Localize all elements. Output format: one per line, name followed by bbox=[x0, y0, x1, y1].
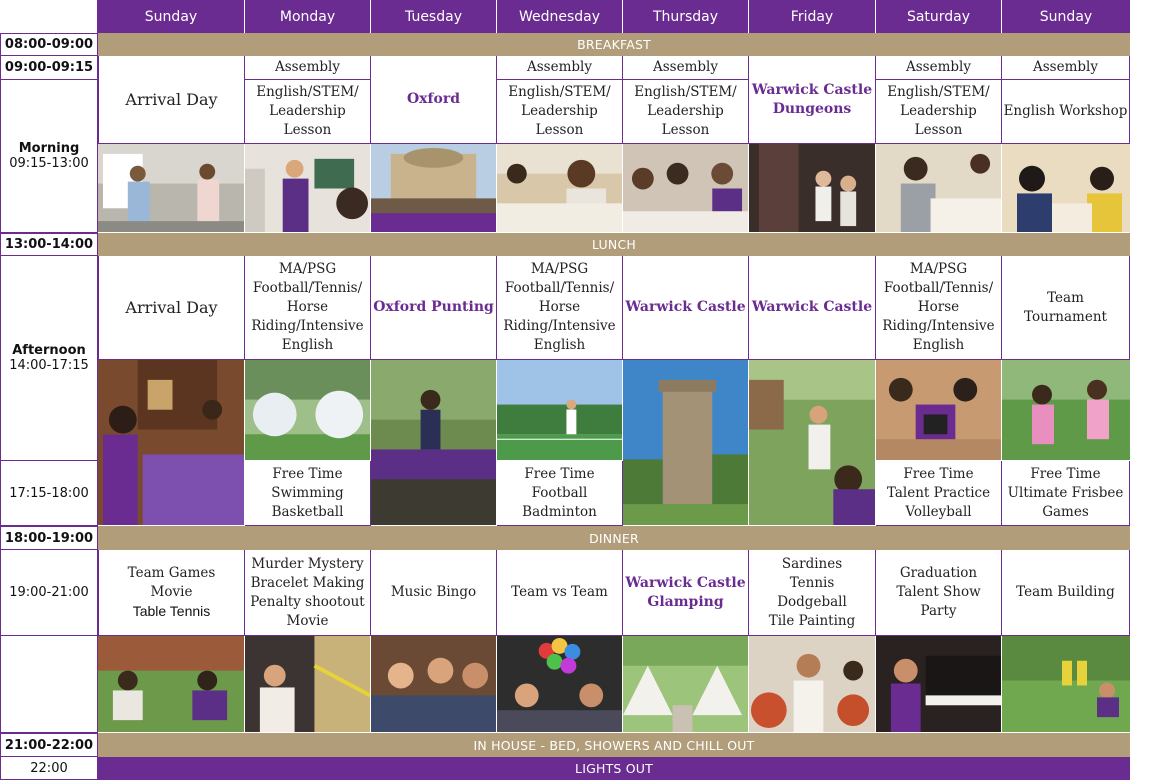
assembly-thursday: Assembly bbox=[623, 56, 749, 80]
afternoon-saturday-line-5: English bbox=[912, 337, 965, 353]
afternoon-friday-text: Warwick Castle bbox=[751, 299, 873, 315]
afternoon-monday-line-5: English bbox=[281, 337, 334, 353]
evening-thursday bbox=[623, 550, 749, 636]
time-breakfast: 08:00-09:00 bbox=[0, 33, 98, 56]
afternoon-monday-line-3: Horse bbox=[286, 299, 329, 315]
afternoon-wednesday-line-3: Horse bbox=[538, 299, 581, 315]
afternoon-wednesday bbox=[497, 256, 623, 360]
morning-wednesday bbox=[497, 80, 623, 144]
photo-evening-friday bbox=[749, 636, 876, 733]
photo-evening-wednesday bbox=[497, 636, 623, 733]
time-morning bbox=[0, 80, 98, 233]
assembly-monday: Assembly bbox=[245, 56, 371, 80]
late-sunday-2 bbox=[1002, 461, 1130, 526]
morning-label: Morning bbox=[18, 141, 80, 156]
time-lights-out: 22:00 bbox=[0, 757, 98, 780]
assembly-sunday-2: Assembly bbox=[1002, 56, 1130, 80]
afternoon-wednesday-line-2: Football/Tennis/ bbox=[504, 280, 615, 296]
morning-saturday-line-1: English/STEM/ bbox=[887, 84, 990, 100]
evening-friday-line-3: Dodgeball bbox=[777, 593, 847, 610]
photo-morning-friday bbox=[749, 144, 876, 233]
late-saturday bbox=[876, 461, 1002, 526]
day-header-friday: Friday bbox=[749, 0, 876, 33]
evening-friday-line-4: Tile Painting bbox=[768, 612, 856, 629]
photo-morning-wednesday bbox=[497, 144, 623, 233]
morning-sunday bbox=[98, 56, 245, 144]
assembly-wednesday: Assembly bbox=[497, 56, 623, 80]
late-wednesday bbox=[497, 461, 623, 526]
time-evening-photo-row bbox=[0, 636, 98, 733]
evening-monday-line-1: Murder Mystery bbox=[251, 555, 364, 572]
afternoon-thursday bbox=[623, 256, 749, 360]
late-monday-line-2: Swimming bbox=[271, 484, 344, 501]
evening-friday-line-1: Sardines bbox=[781, 555, 843, 572]
morning-sunday-2 bbox=[1002, 80, 1130, 144]
photo-afternoon-friday bbox=[749, 360, 876, 526]
time-in-house: 21:00-22:00 bbox=[0, 733, 98, 757]
afternoon-sunday-2 bbox=[1002, 256, 1130, 360]
afternoon-monday bbox=[245, 256, 371, 360]
afternoon-wednesday-line-5: English bbox=[533, 337, 586, 353]
morning-thursday-line-2: Leadership Lesson bbox=[647, 103, 724, 138]
afternoon-saturday-line-2: Football/Tennis/ bbox=[883, 280, 994, 296]
morning-monday-line-2: Leadership Lesson bbox=[269, 103, 346, 138]
afternoon-sunday-2-line-1: Team bbox=[1047, 289, 1084, 306]
day-header-sunday-2: Sunday bbox=[1002, 0, 1130, 33]
morning-time: 09:15-13:00 bbox=[9, 156, 89, 171]
afternoon-saturday bbox=[876, 256, 1002, 360]
photo-morning-sunday bbox=[98, 144, 245, 233]
evening-thursday-line-1: Warwick Castle bbox=[625, 574, 746, 591]
photo-afternoon-thursday bbox=[623, 360, 749, 526]
afternoon-monday-line-4: Riding/Intensive bbox=[251, 318, 364, 334]
evening-monday bbox=[245, 550, 371, 636]
morning-monday bbox=[245, 80, 371, 144]
afternoon-wednesday-line-1: MA/PSG bbox=[530, 261, 589, 277]
evening-sunday-line-2: Movie bbox=[150, 584, 193, 600]
morning-tuesday-text: Oxford bbox=[406, 91, 461, 107]
morning-friday-line-2: Dungeons bbox=[772, 100, 852, 117]
time-evening: 19:00-21:00 bbox=[0, 550, 98, 636]
day-header-wednesday: Wednesday bbox=[497, 0, 623, 33]
photo-evening-tuesday bbox=[371, 636, 497, 733]
late-sunday-2-line-2: Ultimate Frisbee bbox=[1007, 484, 1124, 501]
photo-afternoon-sunday bbox=[98, 360, 245, 526]
evening-saturday-line-1: Graduation bbox=[899, 565, 978, 581]
afternoon-saturday-line-1: MA/PSG bbox=[909, 261, 968, 277]
morning-tuesday bbox=[371, 56, 497, 144]
morning-wednesday-line-2: Leadership Lesson bbox=[521, 103, 598, 138]
late-saturday-line-1: Free Time bbox=[903, 465, 974, 482]
evening-tuesday bbox=[371, 550, 497, 636]
late-monday-line-3: Basketball bbox=[271, 503, 344, 520]
late-wednesday-line-3: Badminton bbox=[522, 503, 597, 520]
late-wednesday-line-2: Football bbox=[531, 484, 588, 501]
afternoon-time: 14:00-17:15 bbox=[9, 358, 89, 373]
late-sunday-2-line-1: Free Time bbox=[1030, 465, 1101, 482]
photo-afternoon-tuesday bbox=[371, 360, 497, 526]
late-wednesday-line-1: Free Time bbox=[524, 465, 595, 482]
afternoon-saturday-line-4: Riding/Intensive bbox=[882, 318, 995, 334]
morning-monday-line-1: English/STEM/ bbox=[256, 84, 359, 100]
band-in-house: IN HOUSE - BED, SHOWERS AND CHILL OUT bbox=[98, 733, 1130, 757]
afternoon-sunday-2-line-2: Tournament bbox=[1024, 308, 1107, 325]
photo-afternoon-wednesday bbox=[497, 360, 623, 461]
morning-sunday-text: Arrival Day bbox=[125, 90, 218, 109]
time-assembly: 09:00-09:15 bbox=[0, 56, 98, 80]
photo-morning-saturday bbox=[876, 144, 1002, 233]
day-header-thursday: Thursday bbox=[623, 0, 749, 33]
afternoon-sunday-text: Arrival Day bbox=[125, 298, 218, 317]
photo-evening-saturday bbox=[876, 636, 1002, 733]
morning-friday bbox=[749, 56, 876, 144]
afternoon-sunday bbox=[98, 256, 245, 360]
afternoon-wednesday-line-4: Riding/Intensive bbox=[503, 318, 616, 334]
afternoon-tuesday bbox=[371, 256, 497, 360]
photo-afternoon-sunday-2 bbox=[1002, 360, 1130, 461]
photo-evening-thursday bbox=[623, 636, 749, 733]
late-saturday-line-2: Talent Practice bbox=[886, 484, 991, 501]
evening-monday-line-4: Movie bbox=[286, 612, 329, 629]
morning-thursday-line-1: English/STEM/ bbox=[634, 84, 737, 100]
evening-sunday-line-1: Team Games bbox=[127, 565, 216, 581]
evening-monday-line-3: Penalty shootout bbox=[250, 593, 365, 610]
morning-sunday-2-text: English Workshop bbox=[1003, 103, 1128, 119]
late-sunday-2-line-3: Games bbox=[1042, 503, 1089, 520]
evening-sunday-2 bbox=[1002, 550, 1130, 636]
time-lunch: 13:00-14:00 bbox=[0, 233, 98, 256]
photo-morning-tuesday bbox=[371, 144, 497, 233]
day-header-saturday: Saturday bbox=[876, 0, 1002, 33]
evening-wednesday-text: Team vs Team bbox=[511, 584, 608, 600]
evening-saturday-line-3: Party bbox=[920, 603, 957, 619]
morning-saturday bbox=[876, 80, 1002, 144]
photo-evening-sunday bbox=[98, 636, 245, 733]
afternoon-saturday-line-3: Horse bbox=[917, 299, 960, 315]
time-dinner: 18:00-19:00 bbox=[0, 526, 98, 550]
evening-sunday bbox=[98, 550, 245, 636]
band-breakfast: BREAKFAST bbox=[98, 33, 1130, 56]
evening-saturday bbox=[876, 550, 1002, 636]
header-corner bbox=[0, 0, 98, 33]
late-saturday-line-3: Volleyball bbox=[905, 503, 972, 520]
band-lunch: LUNCH bbox=[98, 233, 1130, 256]
evening-tuesday-text: Music Bingo bbox=[390, 584, 477, 600]
band-lights-out: LIGHTS OUT bbox=[98, 757, 1130, 780]
photo-morning-monday bbox=[245, 144, 371, 233]
band-dinner: DINNER bbox=[98, 526, 1130, 550]
photo-evening-sunday-2 bbox=[1002, 636, 1130, 733]
afternoon-tuesday-text: Oxford Punting bbox=[373, 299, 494, 315]
evening-thursday-line-2: Glamping bbox=[647, 593, 724, 610]
evening-friday bbox=[749, 550, 876, 636]
evening-monday-line-2: Bracelet Making bbox=[250, 574, 365, 591]
photo-morning-thursday bbox=[623, 144, 749, 233]
day-header-tuesday: Tuesday bbox=[371, 0, 497, 33]
evening-sunday-2-text: Team Building bbox=[1016, 584, 1115, 600]
morning-friday-line-1: Warwick Castle bbox=[751, 81, 873, 98]
afternoon-monday-line-2: Football/Tennis/ bbox=[252, 280, 363, 296]
evening-friday-line-2: Tennis bbox=[789, 574, 835, 591]
photo-morning-sunday-2 bbox=[1002, 144, 1130, 233]
afternoon-thursday-text: Warwick Castle bbox=[625, 299, 746, 315]
afternoon-friday bbox=[749, 256, 876, 360]
photo-evening-monday bbox=[245, 636, 371, 733]
day-header-sunday: Sunday bbox=[98, 0, 245, 33]
late-monday bbox=[245, 461, 371, 526]
evening-saturday-line-2: Talent Show bbox=[896, 584, 981, 600]
evening-wednesday bbox=[497, 550, 623, 636]
time-afternoon bbox=[0, 256, 98, 461]
afternoon-label: Afternoon bbox=[12, 343, 86, 358]
evening-sunday-line-3: Table Tennis bbox=[132, 603, 211, 619]
morning-wednesday-line-1: English/STEM/ bbox=[508, 84, 611, 100]
photo-afternoon-monday bbox=[245, 360, 371, 461]
morning-thursday bbox=[623, 80, 749, 144]
photo-afternoon-saturday bbox=[876, 360, 1002, 461]
day-header-monday: Monday bbox=[245, 0, 371, 33]
assembly-saturday: Assembly bbox=[876, 56, 1002, 80]
morning-saturday-line-2: Leadership Lesson bbox=[900, 103, 977, 138]
late-monday-line-1: Free Time bbox=[272, 465, 343, 482]
time-late-afternoon: 17:15-18:00 bbox=[0, 461, 98, 526]
afternoon-monday-line-1: MA/PSG bbox=[278, 261, 337, 277]
